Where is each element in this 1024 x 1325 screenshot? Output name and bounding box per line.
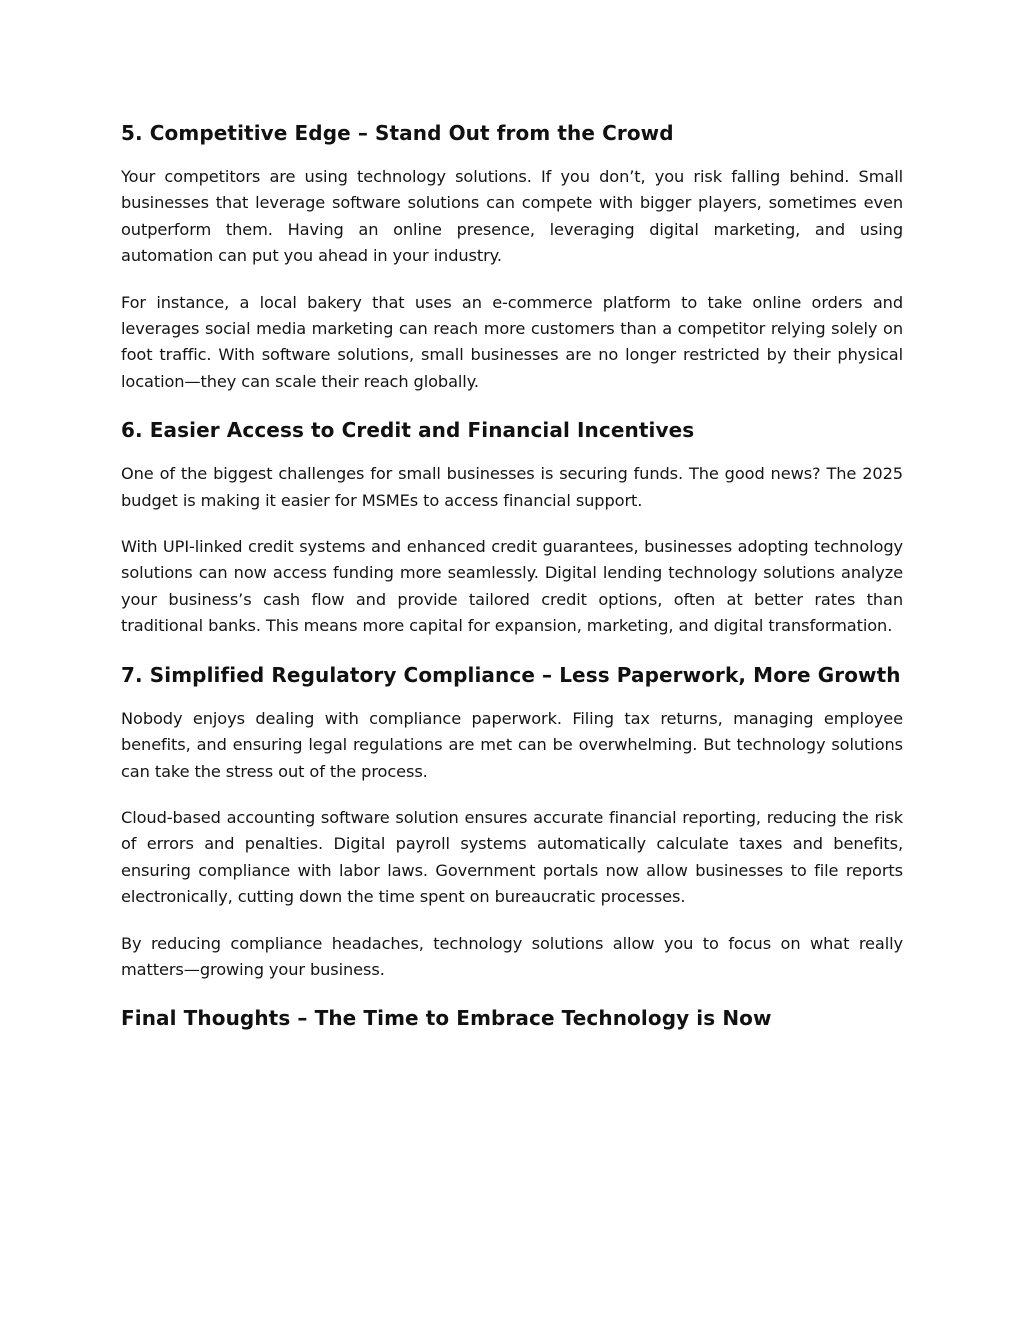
paragraph: One of the biggest challenges for small businesses is securing funds. The good news? The 2025 budget is making it easier for MSMEs to access financial support. bbox=[121, 464, 903, 510]
section-heading: Final Thoughts – The Time to Embrace Technology is Now bbox=[121, 1006, 772, 1031]
paragraph: By reducing compliance headaches, technology solutions allow you to focus on what really matters—growing your business. bbox=[121, 933, 903, 979]
section-heading: 6. Easier Access to Credit and Financial Incentives bbox=[121, 418, 695, 443]
paragraph: With UPI-linked credit systems and enhanced credit guarantees, businesses adopting technology solutions can now access funding more seamlessly. Digital lending technology solutions analyze your business’s cash flow and provide tailored credit options, often at better rates than traditional banks. This means more capital for expansion, marketing, and digital transformation. bbox=[121, 537, 903, 636]
paragraph: Your competitors are using technology solutions. If you don’t, you risk falling behind. Small businesses that leverage software solutions can compete with bigger players, sometimes even outperform them. Having an online presence, leveraging digital marketing, and using automation can put you ahead in your industry. bbox=[121, 167, 903, 266]
section-credit-access bbox=[121, 415, 903, 639]
section-heading: 5. Competitive Edge – Stand Out from the Crowd bbox=[121, 121, 674, 145]
section-heading: 7. Simplified Regulatory Compliance – Less Paperwork, More Growth bbox=[121, 662, 901, 687]
paragraph: Nobody enjoys dealing with compliance paperwork. Filing tax returns, managing employee benefits, and ensuring legal regulations are met can be overwhelming. But technology solutions can take the stress out of the process. bbox=[121, 708, 903, 781]
section-final-thoughts bbox=[121, 1003, 903, 1033]
paragraph: For instance, a local bakery that uses an e-commerce platform to take online orders and leverages social media marketing can reach more customers than a competitor relying solely on foot traffic. With software solutions, small businesses are no longer restricted by their physical location—they can scale their reach globally. bbox=[121, 292, 903, 391]
paragraph: Cloud-based accounting software solution ensures accurate financial reporting, reducing the risk of errors and penalties. Digital payroll systems automatically calculate taxes and benefits, ensuring compliance with labor laws. Government portals now allow businesses to file reports electronically, cutting down the time spent on bureaucratic processes. bbox=[121, 807, 903, 907]
document-page bbox=[121, 118, 903, 1049]
section-competitive-edge bbox=[121, 118, 903, 395]
section-regulatory-compliance bbox=[121, 660, 903, 984]
